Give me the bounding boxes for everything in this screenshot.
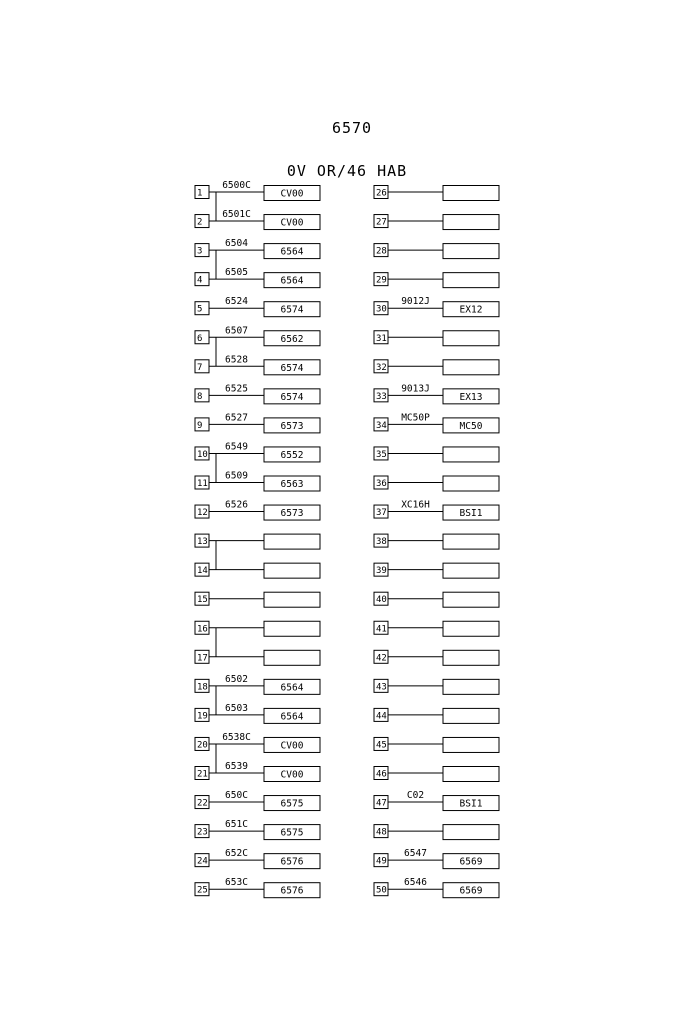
connector-title: 6570	[331, 119, 373, 137]
pin-number: 50	[376, 885, 387, 896]
destination-box	[443, 244, 499, 259]
connector-subtitle: 0V OR/46 HAB	[286, 162, 408, 180]
destination-label: BSI1	[459, 508, 483, 520]
wire-label: 6547	[404, 848, 427, 860]
pin-row	[374, 331, 499, 346]
pin-row	[374, 592, 499, 607]
destination-label: 6574	[280, 391, 304, 403]
wire-label: 6526	[225, 499, 248, 511]
pin-number: 40	[376, 595, 387, 606]
destination-label: 6573	[280, 420, 304, 432]
pin-row	[195, 180, 320, 201]
pin-number: 15	[197, 595, 208, 606]
pin-number: 4	[197, 275, 203, 286]
pin-number: 11	[197, 479, 208, 489]
wire-label: 6505	[225, 267, 248, 279]
wire-label: 6538C	[222, 731, 251, 743]
pin-number: 25	[197, 885, 208, 896]
wire-label: 653C	[225, 877, 248, 889]
destination-label: 6562	[280, 333, 304, 345]
pin-number: 17	[197, 653, 208, 664]
destination-box	[443, 737, 499, 752]
pin-row	[374, 708, 499, 723]
wire-label: C02	[406, 790, 425, 802]
pin-row	[374, 500, 499, 521]
destination-label: EX13	[459, 391, 483, 403]
pin-row	[195, 621, 320, 636]
wire-label: 650C	[225, 790, 248, 802]
wire-label: 6509	[225, 470, 248, 482]
destination-label: 6574	[280, 362, 304, 374]
pin-number: 33	[376, 391, 387, 402]
wire-label: 6502	[225, 673, 248, 685]
pin-row	[374, 790, 499, 811]
pin-row	[374, 186, 499, 201]
pin-row	[374, 737, 499, 752]
destination-box	[443, 825, 499, 840]
pin-row	[195, 209, 320, 230]
destination-label: 6573	[280, 508, 304, 520]
destination-label: 6564	[280, 275, 304, 287]
pin-row	[374, 383, 499, 404]
pin-row	[374, 412, 499, 433]
pin-number: 26	[376, 188, 387, 199]
pin-number: 36	[376, 479, 387, 489]
destination-box	[264, 534, 320, 549]
pin-row	[195, 761, 320, 782]
destination-box	[443, 592, 499, 607]
pin-number: 32	[376, 362, 387, 373]
pin-row	[195, 674, 320, 695]
destination-label: 6575	[280, 827, 304, 839]
pin-number: 9	[197, 420, 203, 431]
destination-label: 6569	[459, 885, 483, 897]
destination-box	[443, 186, 499, 201]
pin-number: 30	[376, 304, 387, 315]
destination-label: CV00	[280, 217, 304, 229]
wire-label: 6546	[404, 877, 427, 889]
destination-box	[264, 563, 320, 578]
pin-row	[195, 238, 320, 259]
pin-number: 27	[376, 217, 387, 228]
wire-label: 6504	[225, 238, 248, 250]
pin-number: 39	[376, 566, 387, 577]
pin-number: 2	[197, 217, 203, 228]
wire-label: 6501C	[222, 209, 251, 221]
pin-number: 12	[197, 508, 208, 519]
wire-label: 6549	[225, 441, 248, 453]
wire-label: 6539	[225, 761, 248, 772]
destination-box	[443, 215, 499, 230]
destination-box	[443, 708, 499, 723]
pin-number: 6	[197, 333, 203, 344]
destination-label: 6564	[280, 711, 304, 723]
pin-number: 20	[197, 740, 208, 751]
pin-row	[374, 476, 499, 491]
pin-number: 14	[197, 566, 208, 577]
pin-row	[374, 244, 499, 259]
pin-row	[195, 650, 320, 665]
wire-label: 9013J	[401, 383, 430, 395]
pin-number: 48	[376, 827, 387, 838]
pin-number: 47	[376, 798, 387, 809]
destination-label: EX12	[459, 304, 483, 316]
pin-row	[195, 848, 320, 869]
destination-box	[443, 331, 499, 346]
pin-number: 16	[197, 624, 208, 635]
pin-row	[195, 732, 320, 753]
pin-row	[374, 296, 499, 317]
destination-label: 6576	[280, 885, 304, 897]
pin-number: 8	[197, 391, 203, 402]
wire-label: 651C	[225, 819, 248, 831]
pin-row	[195, 471, 320, 492]
pin-row	[374, 825, 499, 840]
wire-label: 6527	[225, 412, 248, 424]
pin-number: 35	[376, 449, 387, 460]
pin-number: 22	[197, 798, 208, 809]
wire-label: 6525	[225, 383, 248, 395]
pin-number: 44	[376, 711, 387, 722]
destination-box	[264, 650, 320, 665]
pin-row	[195, 296, 320, 317]
destination-label: 6576	[280, 856, 304, 868]
pin-row	[195, 383, 320, 404]
pin-row	[374, 360, 499, 375]
wire-label: 9012J	[401, 296, 430, 308]
destination-box	[443, 767, 499, 782]
pin-number: 45	[376, 740, 387, 751]
pin-row	[374, 273, 499, 288]
destination-box	[443, 650, 499, 665]
pin-number: 19	[197, 711, 208, 722]
pin-row	[195, 441, 320, 462]
destination-label: 6564	[280, 246, 304, 258]
destination-box	[443, 679, 499, 694]
wire-label: MC50P	[401, 412, 430, 424]
destination-box	[443, 476, 499, 491]
destination-label: 6574	[280, 304, 304, 316]
pin-row	[195, 534, 320, 549]
wire-label: XC16H	[401, 499, 430, 511]
wire-label: 6528	[225, 354, 248, 366]
pin-number: 10	[197, 449, 208, 460]
destination-label: 6564	[280, 682, 304, 694]
pin-row	[374, 650, 499, 665]
destination-box	[443, 621, 499, 636]
pin-number: 42	[376, 653, 387, 664]
pin-number: 3	[197, 246, 203, 257]
pin-row	[374, 621, 499, 636]
pin-row	[195, 703, 320, 724]
destination-box	[443, 447, 499, 462]
pin-row	[374, 877, 499, 898]
pin-rows	[195, 180, 499, 898]
pin-row	[374, 767, 499, 782]
pin-row	[374, 848, 499, 869]
pin-row	[195, 819, 320, 840]
destination-label: CV00	[280, 769, 304, 781]
destination-label: MC50	[459, 420, 483, 432]
wire-label: 652C	[225, 848, 248, 860]
pin-number: 1	[197, 188, 203, 199]
wire-label: 6503	[225, 702, 248, 714]
pin-number: 18	[197, 682, 208, 693]
pin-row	[374, 534, 499, 549]
pin-row	[195, 563, 320, 578]
destination-label: 6575	[280, 798, 304, 810]
pin-number: 46	[376, 769, 387, 780]
pin-row	[195, 325, 320, 346]
pin-number: 24	[197, 856, 208, 867]
destination-label: 6563	[280, 479, 304, 490]
pin-row	[374, 563, 499, 578]
pin-row	[195, 267, 320, 288]
pin-number: 38	[376, 537, 387, 548]
destination-label: CV00	[280, 740, 304, 752]
pin-row	[195, 790, 320, 811]
destination-box	[264, 592, 320, 607]
pin-number: 43	[376, 682, 387, 693]
wire-label: 6507	[225, 325, 248, 337]
wire-label: 6500C	[222, 180, 251, 191]
destination-label: CV00	[280, 188, 304, 200]
wire-label: 6524	[225, 296, 248, 308]
pin-row	[195, 412, 320, 433]
destination-box	[443, 563, 499, 578]
pin-number: 13	[197, 537, 208, 548]
pin-row	[195, 500, 320, 521]
pin-row	[195, 592, 320, 607]
pin-number: 21	[197, 769, 208, 780]
pin-row	[374, 215, 499, 230]
pin-row	[195, 354, 320, 375]
pin-row	[374, 447, 499, 462]
destination-label: 6552	[280, 449, 304, 461]
pin-row	[195, 877, 320, 898]
destination-box	[264, 621, 320, 636]
pin-number: 37	[376, 508, 387, 519]
destination-box	[443, 534, 499, 549]
pin-number: 49	[376, 856, 387, 867]
pin-row	[374, 679, 499, 694]
pin-number: 34	[376, 420, 387, 431]
destination-box	[443, 360, 499, 375]
pin-number: 28	[376, 246, 387, 257]
pin-number: 31	[376, 333, 387, 344]
destination-box	[443, 273, 499, 288]
pin-number: 23	[197, 827, 208, 838]
pin-number: 29	[376, 275, 387, 286]
pin-number: 7	[197, 362, 203, 373]
pin-number: 41	[376, 624, 387, 635]
pin-number: 5	[197, 304, 203, 315]
destination-label: 6569	[459, 856, 483, 868]
destination-label: BSI1	[459, 798, 483, 810]
